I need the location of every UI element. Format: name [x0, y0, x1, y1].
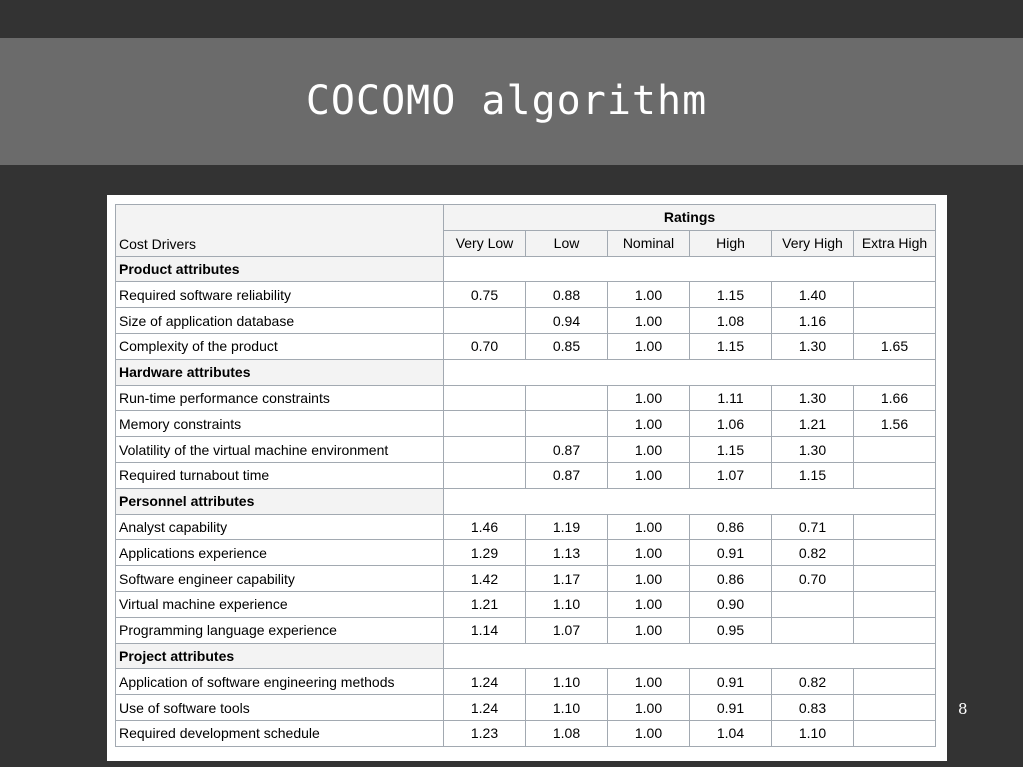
rating-value-cell: 0.90 — [690, 591, 772, 617]
rating-value-cell: 1.29 — [444, 540, 526, 566]
rating-value-cell: 1.40 — [772, 282, 854, 308]
table-row — [116, 669, 936, 695]
rating-value-cell: 0.75 — [444, 282, 526, 308]
rating-value-cell — [526, 385, 608, 411]
rating-value-cell: 0.70 — [772, 566, 854, 592]
cost-driver-cell: Memory constraints — [116, 411, 444, 437]
table-row — [116, 617, 936, 643]
rating-value-cell: 1.13 — [526, 540, 608, 566]
rating-value-cell — [444, 385, 526, 411]
rating-value-cell: 0.91 — [690, 695, 772, 721]
rating-value-cell: 0.94 — [526, 308, 608, 334]
rating-value-cell: 0.86 — [690, 566, 772, 592]
rating-value-cell: 1.15 — [772, 462, 854, 488]
rating-value-cell — [444, 437, 526, 463]
rating-value-cell: 0.83 — [772, 695, 854, 721]
cost-driver-cell: Required development schedule — [116, 720, 444, 746]
rating-value-cell: 1.07 — [690, 462, 772, 488]
rating-value-cell: 1.10 — [772, 720, 854, 746]
rating-value-cell — [854, 462, 936, 488]
rating-value-cell: 0.95 — [690, 617, 772, 643]
rating-value-cell: 1.00 — [608, 462, 690, 488]
table-row — [116, 308, 936, 334]
rating-value-cell: 1.23 — [444, 720, 526, 746]
rating-value-cell: 0.91 — [690, 669, 772, 695]
cost-driver-cell: Required turnabout time — [116, 462, 444, 488]
section-blank-cell — [444, 488, 936, 514]
table-row — [116, 591, 936, 617]
section-header: Personnel attributes — [116, 488, 444, 514]
rating-value-cell — [854, 566, 936, 592]
rating-value-cell — [854, 617, 936, 643]
rating-value-cell: 1.24 — [444, 695, 526, 721]
table-row — [116, 462, 936, 488]
rating-value-cell: 1.04 — [690, 720, 772, 746]
rating-value-cell: 1.00 — [608, 333, 690, 359]
section-blank-cell — [444, 643, 936, 669]
cost-driver-cell: Programming language experience — [116, 617, 444, 643]
rating-value-cell: 1.00 — [608, 282, 690, 308]
rating-value-cell: 1.00 — [608, 540, 690, 566]
rating-value-cell: 1.00 — [608, 514, 690, 540]
cocomo-table — [115, 204, 936, 747]
rating-value-cell: 1.00 — [608, 566, 690, 592]
section-row — [116, 256, 936, 282]
rating-value-cell: 0.91 — [690, 540, 772, 566]
rating-value-cell: 1.08 — [526, 720, 608, 746]
ratings-header: Ratings — [444, 205, 936, 231]
rating-value-cell — [854, 308, 936, 334]
cost-driver-cell: Run-time performance constraints — [116, 385, 444, 411]
rating-value-cell: 1.30 — [772, 437, 854, 463]
rating-value-cell: 0.70 — [444, 333, 526, 359]
column-header-extra-high: Extra High — [854, 230, 936, 256]
rating-value-cell: 1.30 — [772, 385, 854, 411]
rating-value-cell: 1.15 — [690, 282, 772, 308]
table-row — [116, 514, 936, 540]
section-blank-cell — [444, 359, 936, 385]
section-header: Hardware attributes — [116, 359, 444, 385]
rating-value-cell: 0.86 — [690, 514, 772, 540]
cost-driver-cell: Volatility of the virtual machine environment — [116, 437, 444, 463]
cost-driver-cell: Applications experience — [116, 540, 444, 566]
rating-value-cell: 1.00 — [608, 411, 690, 437]
rating-value-cell: 1.06 — [690, 411, 772, 437]
rating-value-cell: 1.00 — [608, 617, 690, 643]
rating-value-cell: 1.42 — [444, 566, 526, 592]
rating-value-cell: 0.82 — [772, 540, 854, 566]
rating-value-cell: 1.21 — [444, 591, 526, 617]
rating-value-cell — [854, 591, 936, 617]
cost-driver-cell: Size of application database — [116, 308, 444, 334]
column-header-low: Low — [526, 230, 608, 256]
rating-value-cell — [772, 591, 854, 617]
rating-value-cell: 1.10 — [526, 591, 608, 617]
table-row — [116, 411, 936, 437]
rating-value-cell: 1.00 — [608, 669, 690, 695]
rating-value-cell: 1.46 — [444, 514, 526, 540]
rating-value-cell — [444, 411, 526, 437]
cost-drivers-header: Cost Drivers — [116, 205, 444, 257]
table-row — [116, 385, 936, 411]
section-header: Product attributes — [116, 256, 444, 282]
rating-value-cell: 1.21 — [772, 411, 854, 437]
column-header-nominal: Nominal — [608, 230, 690, 256]
cost-driver-cell: Application of software engineering methods — [116, 669, 444, 695]
rating-value-cell — [854, 282, 936, 308]
column-header-very-low: Very Low — [444, 230, 526, 256]
rating-value-cell: 1.00 — [608, 437, 690, 463]
rating-value-cell — [854, 437, 936, 463]
rating-value-cell: 1.14 — [444, 617, 526, 643]
rating-value-cell: 0.82 — [772, 669, 854, 695]
cost-driver-cell: Use of software tools — [116, 695, 444, 721]
rating-value-cell: 1.19 — [526, 514, 608, 540]
rating-value-cell — [444, 308, 526, 334]
table-row — [116, 333, 936, 359]
rating-value-cell: 1.16 — [772, 308, 854, 334]
rating-value-cell — [772, 617, 854, 643]
rating-value-cell: 1.10 — [526, 669, 608, 695]
rating-value-cell: 1.10 — [526, 695, 608, 721]
rating-value-cell: 1.00 — [608, 591, 690, 617]
cost-driver-cell: Analyst capability — [116, 514, 444, 540]
rating-value-cell: 1.66 — [854, 385, 936, 411]
rating-value-cell: 0.85 — [526, 333, 608, 359]
cost-driver-cell: Software engineer capability — [116, 566, 444, 592]
cost-driver-cell: Complexity of the product — [116, 333, 444, 359]
table-body — [116, 256, 936, 746]
section-row — [116, 488, 936, 514]
rating-value-cell: 0.87 — [526, 437, 608, 463]
table-row — [116, 282, 936, 308]
section-blank-cell — [444, 256, 936, 282]
rating-value-cell: 1.00 — [608, 695, 690, 721]
rating-value-cell — [854, 540, 936, 566]
rating-value-cell: 1.24 — [444, 669, 526, 695]
page-number: 8 — [958, 700, 968, 718]
table-row — [116, 720, 936, 746]
rating-value-cell — [526, 411, 608, 437]
rating-value-cell: 0.87 — [526, 462, 608, 488]
cost-driver-cell: Virtual machine experience — [116, 591, 444, 617]
table-row — [116, 695, 936, 721]
ratings-header-row — [116, 205, 936, 231]
rating-value-cell: 1.07 — [526, 617, 608, 643]
section-header: Project attributes — [116, 643, 444, 669]
section-row — [116, 643, 936, 669]
table-row — [116, 566, 936, 592]
table-row — [116, 437, 936, 463]
rating-value-cell — [444, 462, 526, 488]
rating-value-cell: 1.15 — [690, 333, 772, 359]
rating-value-cell: 1.00 — [608, 720, 690, 746]
column-header-very-high: Very High — [772, 230, 854, 256]
rating-value-cell: 1.17 — [526, 566, 608, 592]
column-header-high: High — [690, 230, 772, 256]
rating-value-cell: 0.88 — [526, 282, 608, 308]
rating-value-cell: 1.00 — [608, 308, 690, 334]
rating-value-cell — [854, 720, 936, 746]
section-row — [116, 359, 936, 385]
rating-value-cell: 1.30 — [772, 333, 854, 359]
rating-value-cell — [854, 669, 936, 695]
rating-value-cell: 1.65 — [854, 333, 936, 359]
rating-value-cell: 1.08 — [690, 308, 772, 334]
cost-driver-cell: Required software reliability — [116, 282, 444, 308]
slide-title: COCOMO algorithm — [305, 78, 708, 124]
rating-value-cell — [854, 514, 936, 540]
rating-value-cell: 1.15 — [690, 437, 772, 463]
rating-value-cell — [854, 695, 936, 721]
rating-value-cell: 0.71 — [772, 514, 854, 540]
rating-value-cell: 1.56 — [854, 411, 936, 437]
table-row — [116, 540, 936, 566]
table-panel — [107, 195, 947, 761]
rating-value-cell: 1.11 — [690, 385, 772, 411]
rating-value-cell: 1.00 — [608, 385, 690, 411]
